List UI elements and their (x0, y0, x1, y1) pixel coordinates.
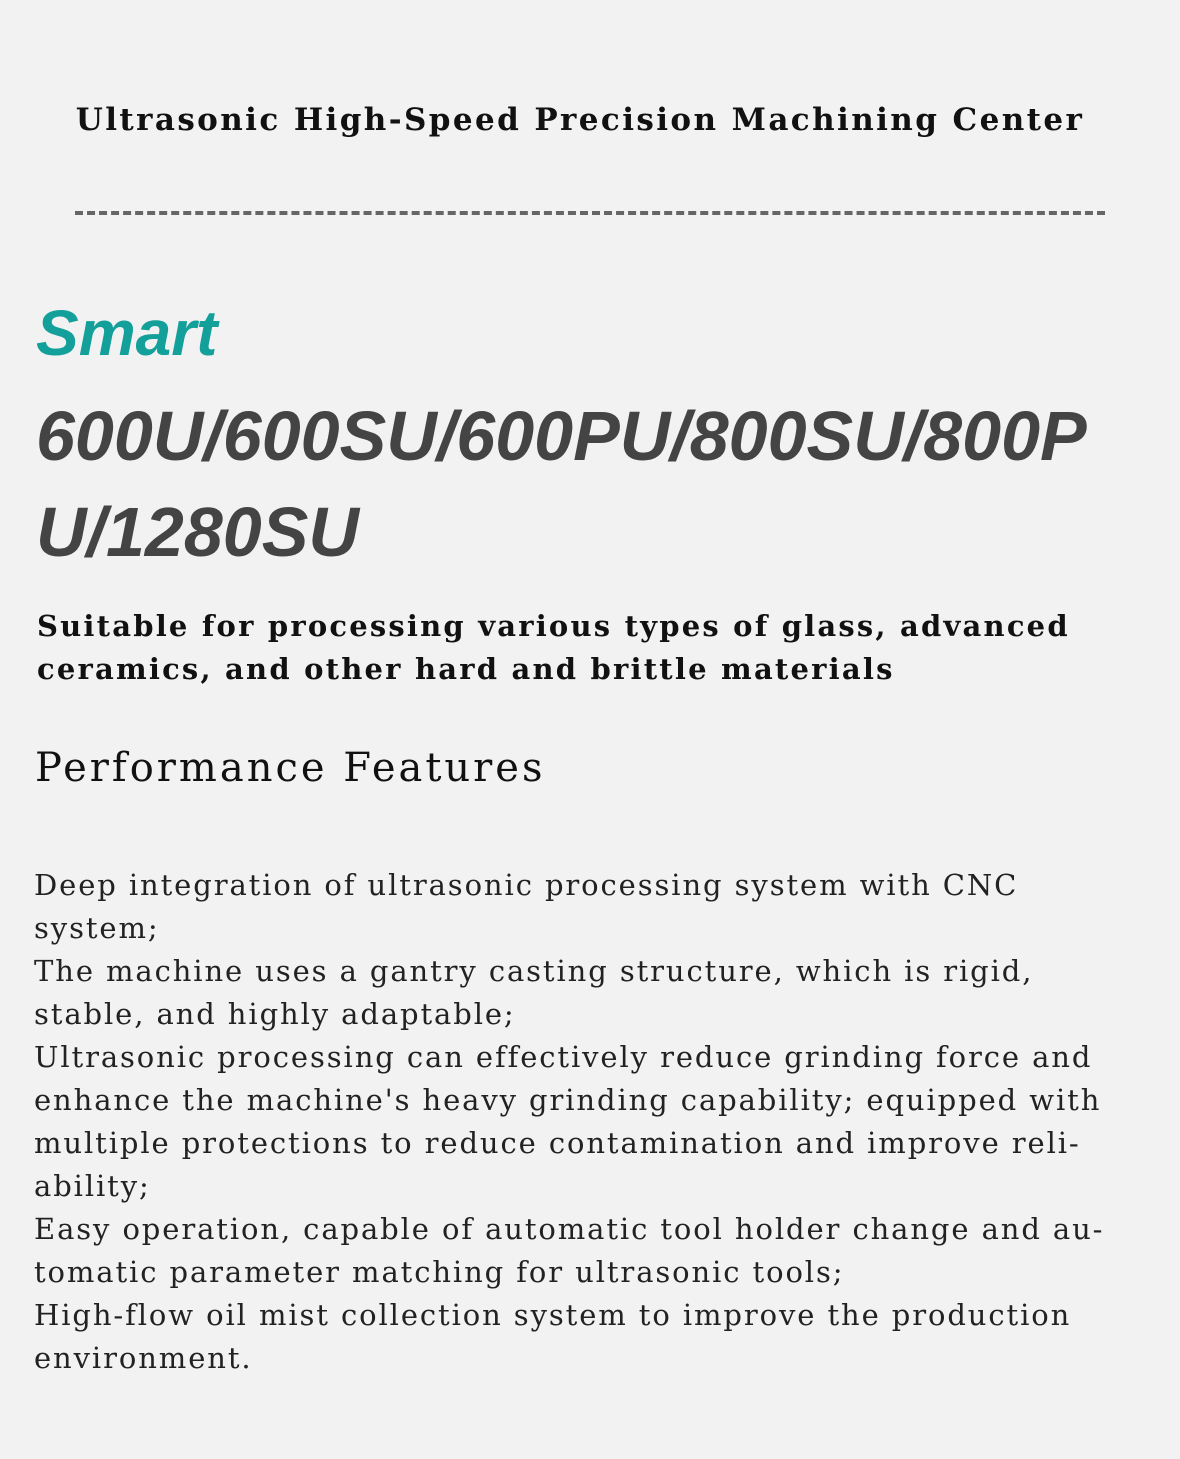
feature-item: Ultrasonic processing can effectively reduce grinding force and enhance the machine's heavy grinding capability; equipped with multiple protections to reduce contamination and improve reli-ability; (34, 1040, 1102, 1203)
dashed-divider (75, 211, 1105, 215)
feature-item: The machine uses a gantry casting structure, which is rigid, stable, and highly adaptable; (34, 954, 1034, 1031)
feature-item: High-flow oil mist collection system to improve the production environment. (34, 1298, 1072, 1375)
model-list: 600U/600SU/600PU/800SU/800PU/1280SU (36, 397, 1087, 571)
section-heading: Performance Features (35, 745, 546, 791)
page-title: Ultrasonic High-Speed Precision Machining Center (75, 102, 1085, 138)
product-description: Suitable for processing various types of glass, advanced ceramics, and other hard and brittle materials (37, 609, 1070, 686)
feature-item: Deep integration of ultrasonic processing system with CNC system; (34, 868, 1019, 945)
feature-item: Easy operation, capable of automatic tool holder change and au-tomatic parameter matching for ultrasonic tools; (34, 1212, 1105, 1289)
feature-list (34, 864, 1154, 1380)
brand-name: Smart (36, 297, 218, 369)
